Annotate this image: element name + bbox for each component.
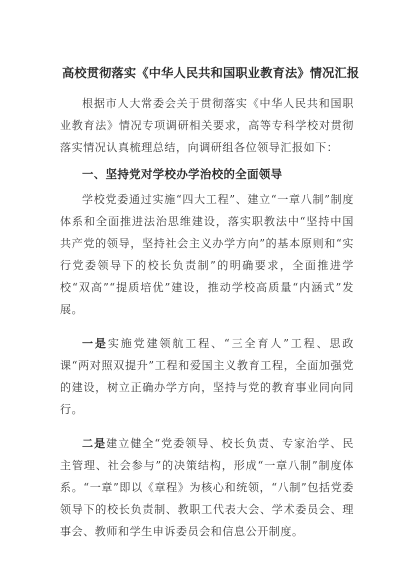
section-heading-1: 一、坚持党对学校办学治校的全面领导: [82, 167, 283, 181]
point-1-text: 实施党建领航工程、“三全育人”工程、思政课“两对照双提升”工程和爱国主义教育工程，全面加强党的建设，树立正确办学方向，坚持与党的教育事业同向同行。: [60, 337, 354, 416]
point-2-paragraph: [60, 433, 354, 543]
section-1-paragraph: 学校党委通过实施“四大工程”、建立“一章八制”制度体系和全面推进法治思维建设，落实职教法中“坚持中国共产党的领导，坚持社会主义办学方向”的基本原则和“实行党委领导下的校长负责制”的明确要求，全面推进学校“双高”“提质培优”建设，推动学校高质量“内涵式”发展。: [60, 193, 354, 316]
point-1-paragraph: [60, 333, 354, 421]
intro-paragraph: 根据市人大常委会关于贯彻落实《中华人民共和国职业教育法》情况专项调研相关要求，高等专科学校对贯彻落实情况认真梳理总结，向调研组各位领导汇报如下：: [60, 97, 354, 154]
document-title: 高校贯彻落实《中华人民共和国职业教育法》情况汇报: [62, 66, 360, 80]
point-2-lead: 二是: [82, 437, 107, 450]
point-2-text: 建立健全“党委领导、校长负责、专家治学、民主管理、社会参与”的决策结构，形成“一章八制”制度体系。“一章”即以《章程》为核心和统领，“八制”包括党委领导下的校长负责制、教职工代表大会、学术委员会、理事会、教师和学生申诉委员会和信息公开制度。: [60, 437, 354, 538]
point-1-lead: 一是: [82, 337, 108, 350]
